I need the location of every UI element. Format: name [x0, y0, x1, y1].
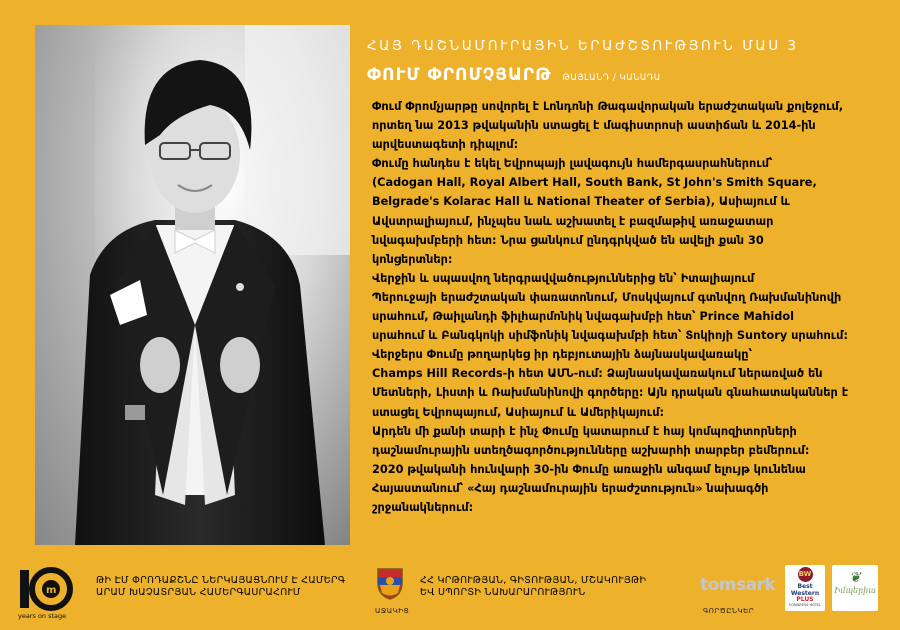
- bw-line-1: Best: [797, 583, 813, 590]
- bio-line: Champs Hill Records-ի հետ ԱՄՆ-ում: Ձայնասկավառակում ներառված են: [372, 367, 823, 381]
- bio-line: Վերջերս Փումը թողարկեց իր դեբյուտային ձայնասկավառակը՝: [372, 348, 752, 362]
- ministry-line-1: ՀՀ ԿՐԹՈՒԹՅԱՆ, ԳԻՏՈՒԹՅԱՆ, ՄՇԱԿՈՒՅԹԻ: [420, 575, 647, 586]
- svg-text:m: m: [46, 585, 57, 596]
- bw-icon: BW: [798, 567, 813, 582]
- bio-line: ստացել Եվրոպայում, Ասիայում և Ամերիկայում:: [372, 405, 664, 419]
- imperia-logo: [832, 565, 878, 611]
- sponsors-caption: ԳՈՐԾԸՆԿԵՐ: [703, 607, 755, 615]
- bio-line: կոնցերտներ:: [372, 252, 453, 266]
- bio-line: արվեստագետի դիպլոմ:: [372, 138, 519, 152]
- bw-line-3: PLUS: [796, 596, 814, 603]
- bio-line: Մետների, Լիստի և Ռախմանինովի գործերը: Այն դրական գնահատականներ է: [372, 386, 849, 400]
- bio-line: Ավստրալիայում, ինչպես նաև աշխատել է բազմաթիվ առաջատար: [372, 214, 774, 228]
- series-title: ՀԱՅ ԴԱՇՆԱՄՈՒՐԱՅԻՆ ԵՐԱԺՇՏՈՒԹՅՈՒՆ ՄԱՍ 3: [367, 38, 799, 54]
- ten-years-text: years on stage: [18, 612, 67, 620]
- presenter-line-1: ԹԻ ԷՄ ՓՐՈԴԱՔՇՆԸ ՆԵՐԿԱՅԱՑՆՈՒՄ Է ՀԱՄԵՐԳ: [96, 575, 346, 586]
- bio-line: Հայաստանում՝ «Հայ դաշնամուրային երաժշտություն» նախագծի: [372, 481, 769, 495]
- presenter-text: [96, 575, 345, 599]
- ten-years-logo: [18, 566, 86, 622]
- ministry-text: [420, 575, 646, 599]
- bio-line: Belgrade's Kolarac Hall և National Theater of Serbia), Ասիայում և: [372, 195, 790, 209]
- biography: [372, 97, 877, 517]
- bio-line: Պերուջայի երաժշտական փառատոնում, Մոսկվայում գտնվող Ռախմանինովի: [372, 290, 842, 304]
- leaf-icon: ❦: [849, 570, 861, 586]
- bio-line: շրջանակներում:: [372, 500, 474, 514]
- bw-line-2: Western: [790, 590, 820, 597]
- bio-line: (Cadogan Hall, Royal Albert Hall, South Bank, St John's Smith Square,: [372, 176, 817, 190]
- bio-line: սրահում և Բանգկոկի սիմֆոնիկ նվագախմբի հետ՝ Տոկիոյի Suntory սրահում:: [372, 329, 848, 343]
- bio-line: 2020 թվականի հունվարի 30-ին Փումը առաջին անգամ ելույթ կունենա: [372, 462, 806, 476]
- performer-role: ԹԱՅԼԱՆԴ / ԿԱՆԱԴԱ: [562, 73, 661, 83]
- imperia-text: Իմպերիա: [834, 586, 876, 595]
- performer-name: ՓՈՒՄ ՓՐՈՄՉՅԱՐԹ: [367, 65, 552, 85]
- bw-line-4: CONGRESS HOTEL: [788, 603, 822, 607]
- bio-line: սրահում, Թաիլանդի ֆիլհարմոնիկ նվագախմբի հետ՝ Prince Mahidol: [372, 310, 795, 324]
- bio-line: նվագախմբերի հետ: Նրա ցանկում ընդգրկված են ավելի քան 30: [372, 233, 764, 247]
- bio-line: Փում Փրոմչյարթը սովորել է Լոնդոնի Թագավորական երաժշտական քոլեջում,: [372, 100, 844, 113]
- best-western-logo: [785, 565, 825, 611]
- presenter-line-2: ԱՐԱՄ ԽԱՉԱՏՐՅԱՆ ՀԱՄԵՐԳԱՍՐԱՀՈՒՄ: [96, 587, 301, 598]
- bio-line: Վերջին և սպասվող ներգրավվածություններից են՝ Իտալիայում: [372, 271, 755, 285]
- support-caption: ԱՋԱԿԻՑ: [375, 607, 410, 615]
- performer-photo: [35, 25, 350, 545]
- bio-line: որտեղ նա 2013 թվականին ստացել է մագիստրոսի աստիճան և 2014-ին: [372, 119, 816, 133]
- tomsark-logo: tomsark: [700, 574, 776, 595]
- bio-line: Փումը հանդես է եկել Եվրոպայի լավագույն համերգասրահներում՝: [372, 157, 773, 171]
- bio-line: Արդեն մի քանի տարի է ինչ Փումը կատարում է հայ կոմպոզիտորների: [372, 424, 797, 438]
- armenian-coat-of-arms-icon: [372, 565, 408, 601]
- ministry-line-2: ԵՎ ՍՊՈՐՏԻ ՆԱԽԱՐԱՐՈՒԹՅՈՒՆ: [420, 587, 586, 598]
- bio-line: դաշնամուրային ստեղծագործությունները աշխարհի տարբեր բեմերում:: [372, 443, 810, 457]
- performer-heading: [367, 65, 661, 85]
